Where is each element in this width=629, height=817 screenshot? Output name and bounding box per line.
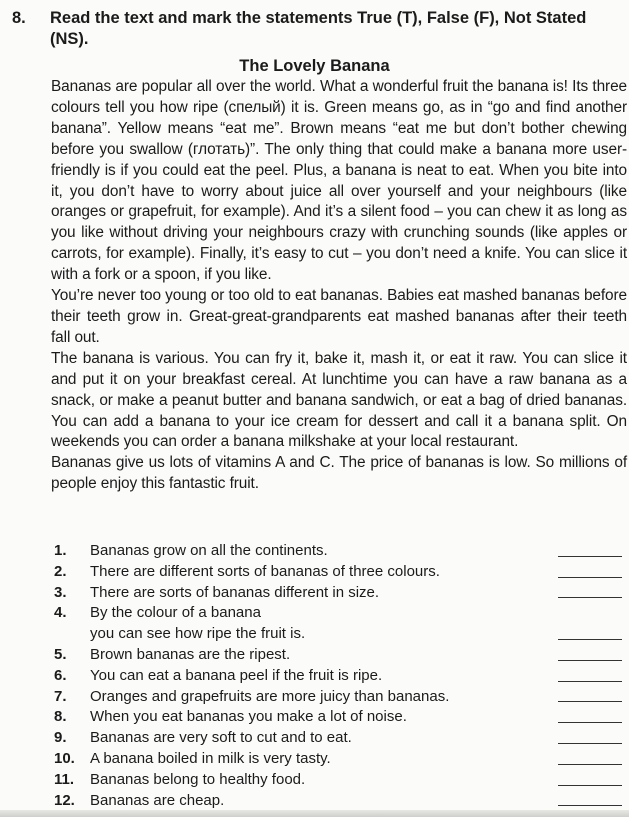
- answer-blank[interactable]: [558, 681, 622, 682]
- story-title: The Lovely Banana: [239, 57, 390, 75]
- statement-text: Oranges and grapefruits are more juicy than bananas.: [90, 687, 450, 705]
- statement-number: 1.: [54, 542, 67, 559]
- task-number: 8.: [12, 9, 26, 27]
- story-paragraph: Bananas are popular all over the world. What a wonderful fruit the banana is! Its three colours tell you how ripe (спелый) it is. Green means go, as in “go and find another banana”. Yellow means “eat me”. Brown means “eat me but don’t bother chewing before you swallow (глотать)”. The only thing that could make a banana more user-friendly is if you could eat the peel. Plus, a banana is neat to eat. When you bite into it, you don’t have to worry about juice all over yourself and your neighbours (like oranges or grapefruit, for example). And it’s a silent food – you can chew it as long as you like without driving your neighbours crazy with crunching sounds (like apples or carrots, for example). Finally, it’s easy to cut – you don’t need a knife. You can slice it with a fork or a spoon, if you like.: [51, 78, 627, 284]
- answer-blank[interactable]: [558, 722, 622, 723]
- statement-text: Bananas are cheap.: [90, 791, 225, 809]
- statement-item: [54, 749, 624, 770]
- statement-text: Bananas belong to healthy food.: [90, 770, 306, 788]
- answer-blank[interactable]: [558, 577, 622, 578]
- statement-number: 7.: [54, 687, 67, 705]
- story-paragraph: You’re never too young or too old to eat bananas. Babies eat mashed bananas before their teeth grow in. Great-great-grandparents eat mashed bananas after their teeth fall out.: [51, 287, 627, 346]
- statement-text: Bananas grow on all the continents.: [90, 542, 328, 559]
- page-bottom-edge: [0, 810, 629, 817]
- statement-number: 3.: [54, 583, 67, 601]
- story-paragraph: Bananas give us lots of vitamins A and C. The price of bananas is low. So millions of people enjoy this fantastic fruit.: [51, 454, 627, 493]
- answer-blank[interactable]: [558, 764, 622, 765]
- statement-text: Brown bananas are the ripest.: [90, 645, 291, 663]
- statement-number: 10.: [54, 749, 75, 767]
- statement-text: There are sorts of bananas different in size.: [90, 583, 380, 601]
- statement-text-line: By the colour of a banana: [90, 604, 261, 622]
- statement-text: When you eat bananas you make a lot of noise.: [90, 708, 407, 726]
- statement-list: [54, 541, 624, 811]
- statement-item: [54, 666, 624, 687]
- statement-item: [54, 603, 624, 645]
- statement-item: [54, 583, 624, 604]
- story-text: [51, 77, 627, 495]
- statement-item: [54, 541, 624, 562]
- statement-text: You can eat a banana peel if the fruit is ripe.: [90, 666, 383, 684]
- task-instruction: Read the text and mark the statements True (T), False (F), Not Stated (NS).: [50, 9, 587, 48]
- statement-text: Bananas are very soft to cut and to eat.: [90, 729, 352, 747]
- statement-item: [54, 791, 624, 812]
- statement-item: [54, 728, 624, 749]
- statement-number: 12.: [54, 791, 75, 809]
- statement-item: [54, 562, 624, 583]
- statement-text-line: you can see how ripe the fruit is.: [90, 625, 306, 643]
- statement-item: [54, 707, 624, 728]
- statement-item: [54, 770, 624, 791]
- answer-blank[interactable]: [558, 597, 622, 598]
- statement-number: 8.: [54, 708, 67, 726]
- statement-item: [54, 687, 624, 708]
- statement-number: 9.: [54, 729, 67, 747]
- answer-blank[interactable]: [558, 660, 622, 661]
- answer-blank[interactable]: [558, 743, 622, 744]
- statement-text: [90, 603, 540, 645]
- statement-number: 11.: [54, 770, 75, 788]
- answer-blank[interactable]: [558, 556, 622, 557]
- statement-text: A banana boiled in milk is very tasty.: [90, 749, 331, 767]
- answer-blank[interactable]: [558, 805, 622, 806]
- answer-blank[interactable]: [558, 701, 622, 702]
- statement-number: 6.: [54, 666, 67, 684]
- answer-blank[interactable]: [558, 639, 622, 640]
- statement-item: [54, 645, 624, 666]
- statement-number: 5.: [54, 645, 67, 663]
- statement-number: 4.: [54, 604, 67, 622]
- answer-blank[interactable]: [558, 785, 622, 786]
- story-paragraph: The banana is various. You can fry it, bake it, mash it, or eat it raw. You can slice it and put it on your breakfast cereal. At lunchtime you can have a raw banana as a snack, or make a peanut butter and banana sandwich, or eat a bag of dried bananas. You can add a banana to your ice cream for dessert and call it a banana split. On weekends you can order a banana milkshake at your local restaurant.: [51, 349, 627, 451]
- statement-text: There are different sorts of bananas of three colours.: [90, 562, 440, 580]
- statement-number: 2.: [54, 562, 67, 580]
